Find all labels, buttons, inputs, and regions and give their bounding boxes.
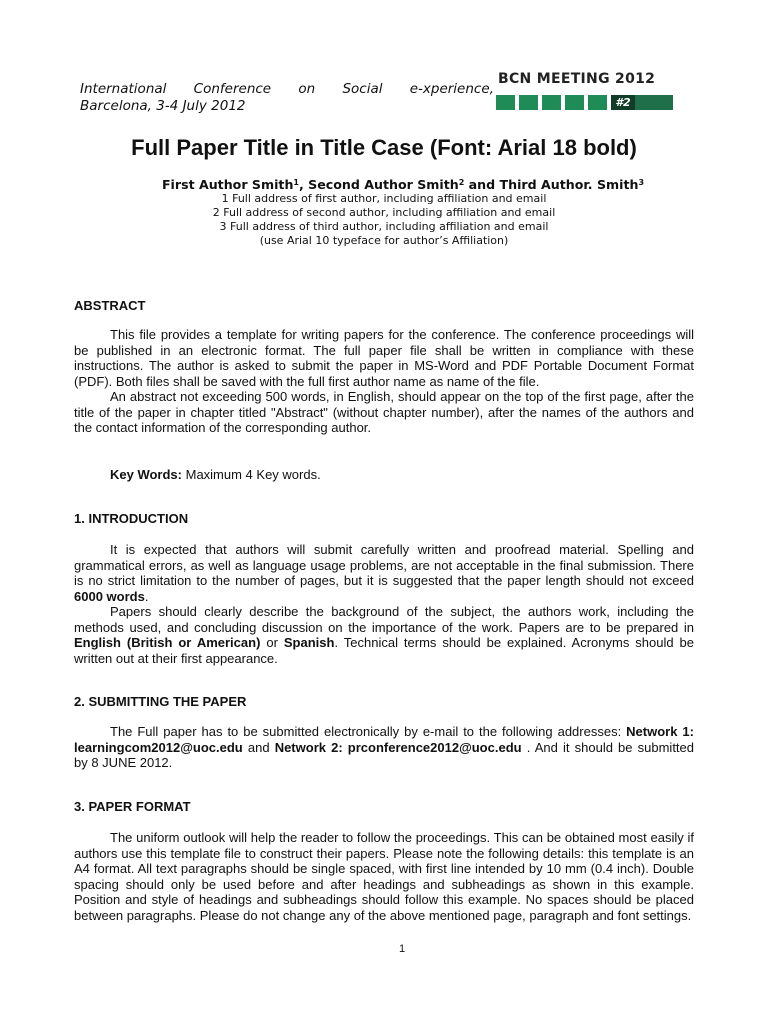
affiliation-2: 2 Full address of second author, including affiliation and email — [212, 206, 556, 219]
network-2-email: Network 2: prconference2012@uoc.edu — [274, 739, 522, 755]
introduction-paragraph-2: Papers should clearly describe the background of the subject, the authors work, including the methods used, and concluding discussion on the importance of the work. Papers are to be prepared in English (British or American) or Spanish. Technical terms should be explained. Acronyms should be written out at their first appearance. — [74, 604, 694, 666]
introduction-body — [74, 542, 694, 666]
paper-title: Full Paper Title in Title Case (Font: Arial 18 bold) — [131, 135, 637, 160]
conference-header — [80, 81, 494, 115]
affiliation-note: (use Arial 10 typeface for author’s Affiliation) — [259, 234, 509, 247]
paper-format-paragraph: The uniform outlook will help the reader to follow the proceedings. This can be obtained most easily if authors use this template file to construct their papers. Please note the following details: this template is an A4 format. All text paragraphs should be single spaced, with first line intended by 10 mm (0.4 inch). Double spacing should only be used before and after headings and subheadings as shown in this example. Position and style of headings and subheadings should follow this example. No spaces should be placed between paragraphs. Please do not change any of the above mentioned page, paragraph and font settings. — [74, 830, 694, 923]
logo-block — [519, 95, 538, 110]
conference-word: Conference — [193, 81, 272, 97]
affiliation-3: 3 Full address of third author, including affiliation and email — [219, 220, 549, 233]
logo-block — [565, 95, 584, 110]
abstract-heading: ABSTRACT — [74, 298, 146, 313]
affiliation-1: 1 Full address of first author, including affiliation and email — [221, 192, 547, 205]
network-1-email: Network 1: learningcom2012@uoc.edu — [74, 724, 694, 755]
conference-word: e-xperience, — [409, 81, 494, 97]
logo-badge — [611, 95, 673, 110]
conference-line-1 — [80, 81, 494, 98]
submitting-heading: 2. SUBMITTING THE PAPER — [74, 694, 247, 709]
logo-badge-text: #2 — [611, 95, 635, 110]
author-line: First Author Smith$^1$, Second Author Smith$^2$ and Third Author. Smith$^3$ — [161, 177, 645, 192]
introduction-heading: 1. INTRODUCTION — [74, 511, 189, 526]
logo-block — [542, 95, 561, 110]
submitting-paragraph: The Full paper has to be submitted electronically by e-mail to the following addresses: Network 1: learningcom2012@uoc.edu and Network 2: prconference2012@uoc.edu . And it should be submitted by 8 JUNE 2012. — [74, 724, 695, 770]
bcn-meeting-logo — [496, 70, 692, 116]
conference-line-2: Barcelona, 3-4 July 2012 — [80, 98, 246, 114]
logo-blocks — [496, 95, 692, 110]
paper-format-body — [74, 830, 694, 923]
conference-word: International — [80, 81, 167, 97]
keywords-label: Key Words: — [110, 467, 182, 482]
abstract-paragraph-1: This file provides a template for writing papers for the conference. The conference proceedings will be published in an electronic format. The full paper file shall be written in compliance with these instructions. The author is asked to submit the paper in MS-Word and PDF Portable Document Format (PDF). Both files shall be saved with the full first author name as name of the file. — [74, 327, 694, 389]
logo-text: BCN MEETING 2012 — [498, 71, 656, 87]
keywords-line — [110, 467, 321, 483]
logo-block — [588, 95, 607, 110]
keywords-text: Maximum 4 Key words. — [182, 467, 321, 482]
submitting-body — [74, 724, 694, 771]
abstract-paragraph-2: An abstract not exceeding 500 words, in English, should appear on the top of the first page, after the title of the paper in chapter titled "Abstract" (without chapter number), after the names of the authors and the contact information of the corresponding author. — [74, 389, 694, 435]
conference-word: Social — [342, 81, 383, 97]
introduction-paragraph-1: It is expected that authors will submit carefully written and proofread material. Spelling and grammatical errors, as well as language usage problems, are not acceptable in the final submission. There is no strict limitation to the number of pages, but it is suggested that the paper length should not exceed 6000 words. — [74, 542, 694, 604]
paper-format-heading: 3. PAPER FORMAT — [74, 799, 191, 814]
conference-word: on — [298, 81, 316, 97]
page-number: 1 — [398, 943, 406, 955]
abstract-body — [74, 327, 694, 436]
logo-block — [496, 95, 515, 110]
